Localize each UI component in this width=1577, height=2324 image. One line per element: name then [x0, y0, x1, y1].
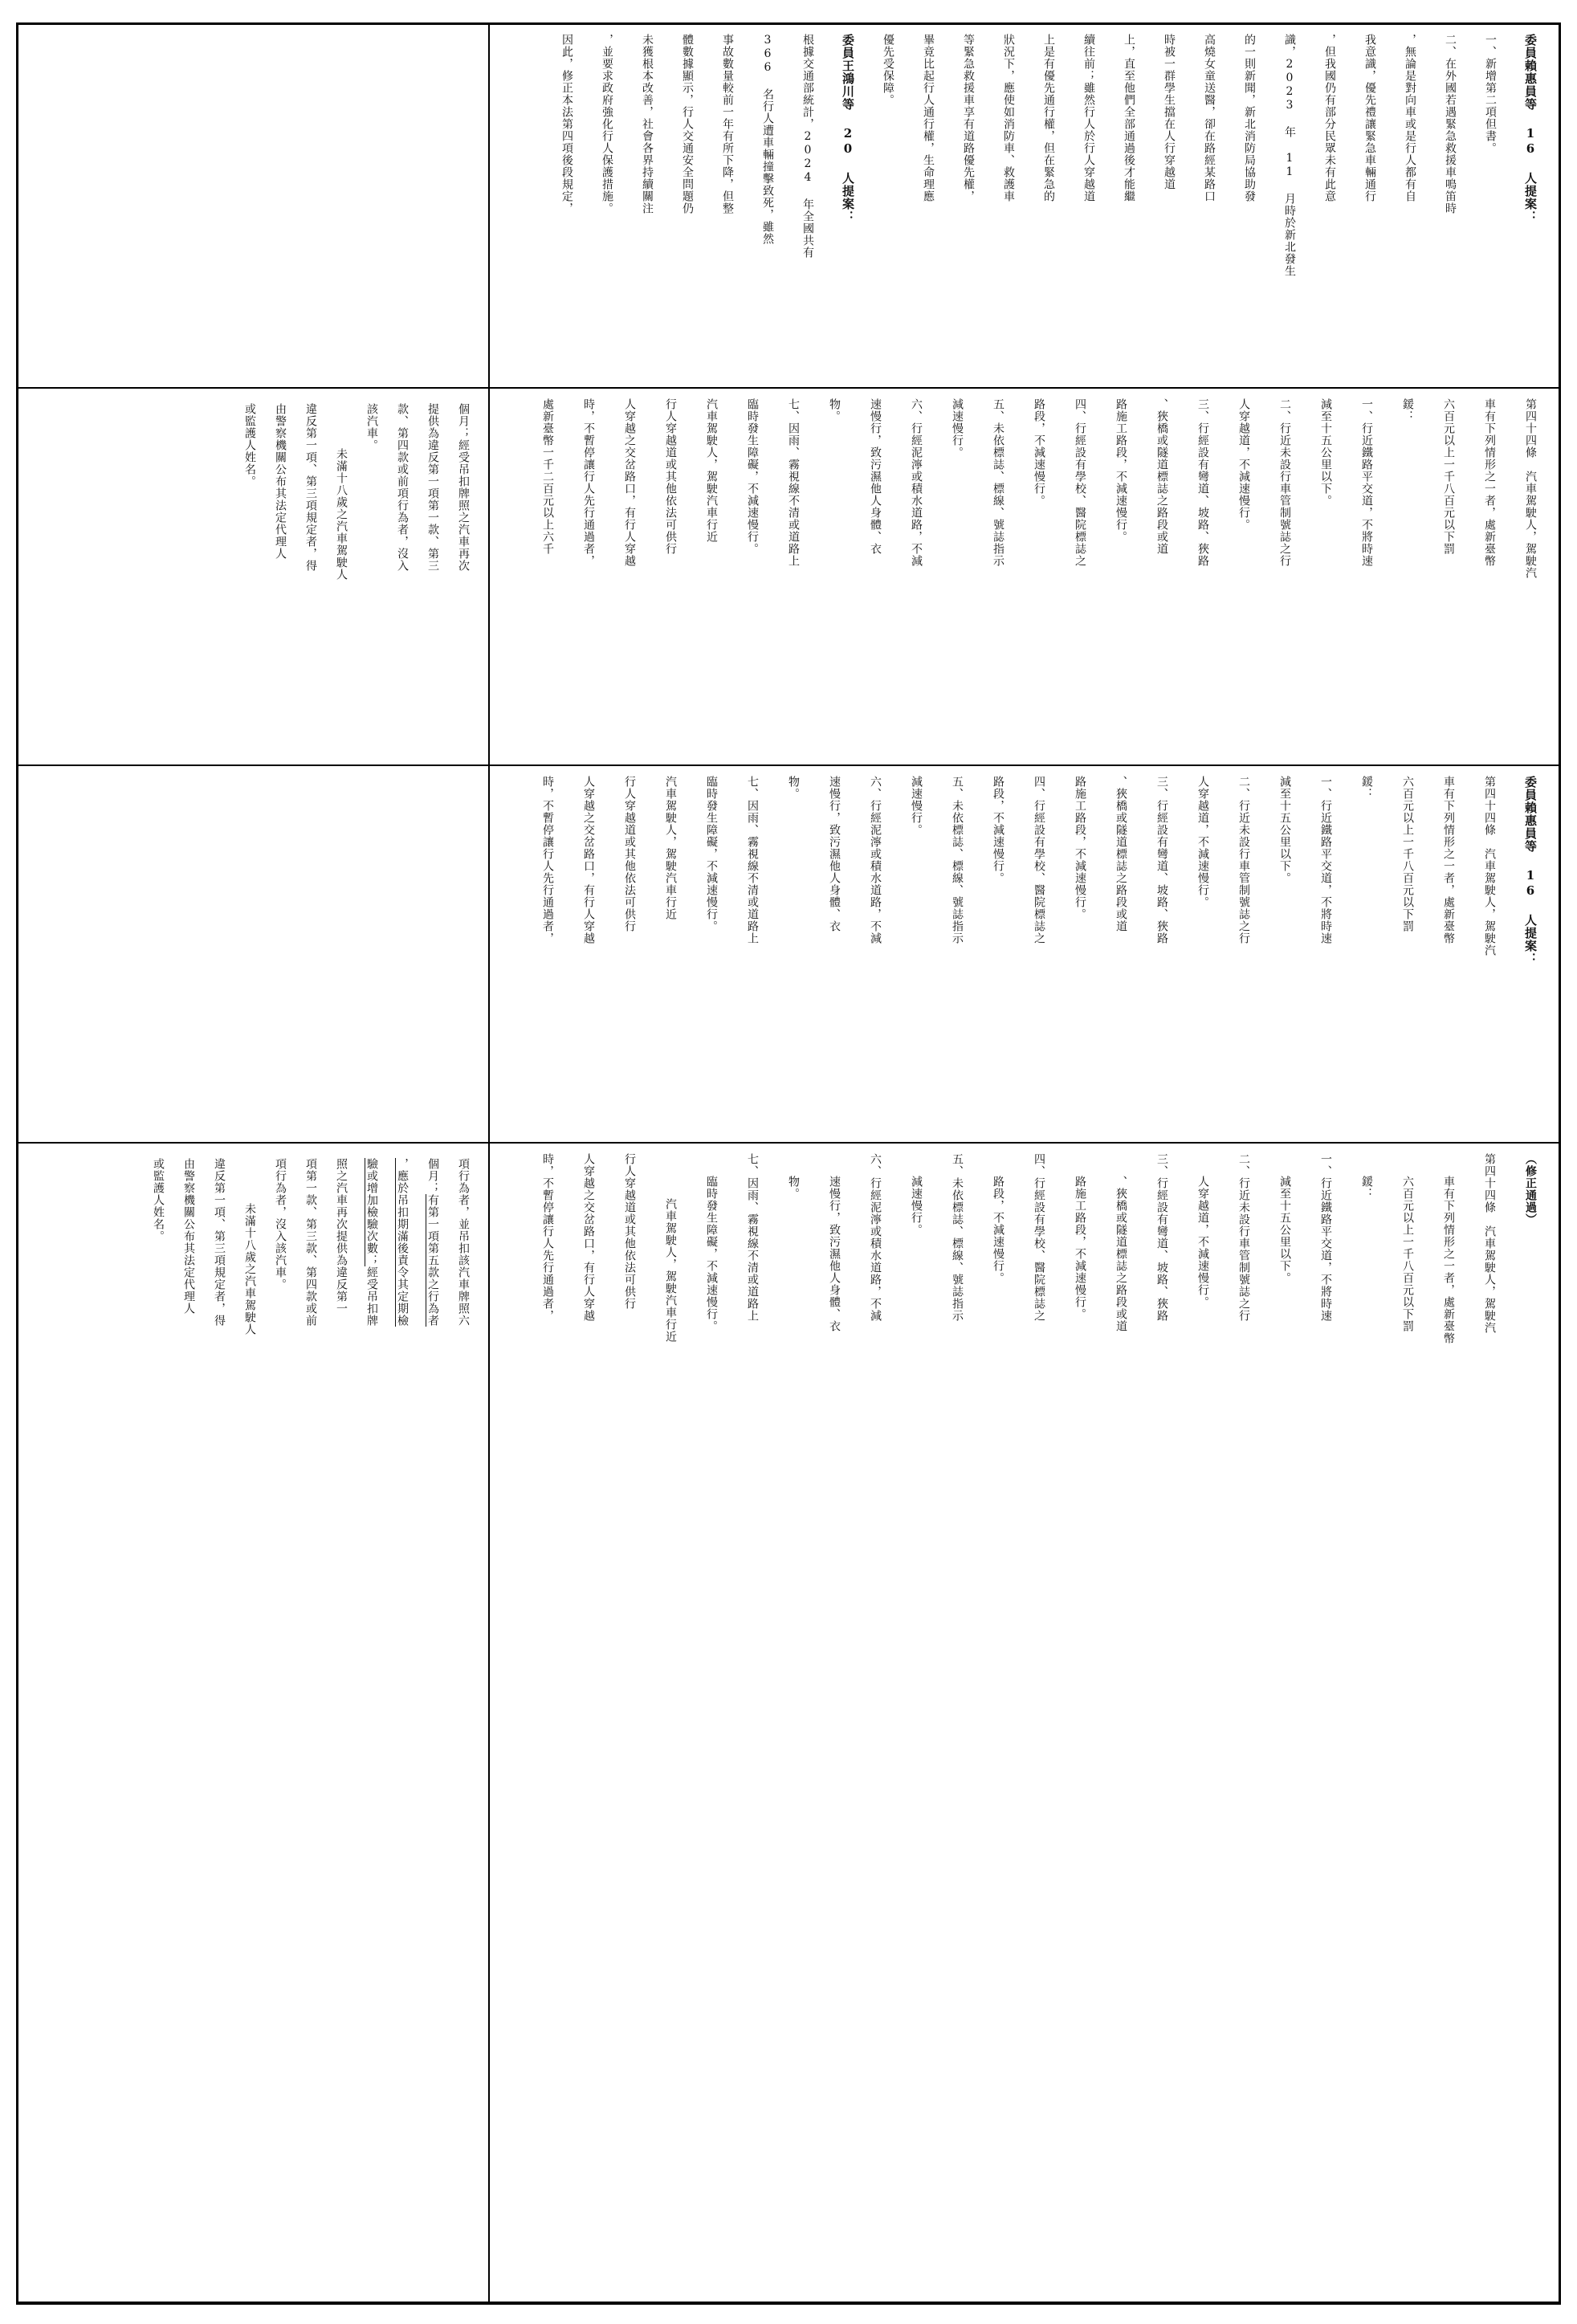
bottom-col1-line: 六、行經泥濘或積水道路，不減 [869, 1153, 882, 1322]
bottom-col2-line: 臨時發生障礙，不減速慢行。 [705, 776, 718, 932]
top-row-col1-cell [18, 1144, 488, 2302]
bottom-col4-header-2: 委員王鴻川等 20 人提案： [841, 34, 855, 223]
top-col1-line: 照之汽車再次提供為違反第一 [335, 1158, 348, 1315]
bottom-col3-line: 車有下列情形之一者，處新臺幣 [1483, 398, 1496, 567]
bottom-col3-line: 減速慢行。 [951, 398, 964, 459]
bottom-col1-line: 人穿越之交岔路口，有行人穿越 [582, 1153, 595, 1322]
top-col3-text [234, 403, 479, 764]
bottom-col3-line: 汽車駕駛人，駕駛汽車行近 [705, 398, 718, 543]
bottom-col2-line: 人穿越之交岔路口，有行人穿越 [582, 776, 595, 944]
bottom-col2-line: 五、未依標誌、標線、號誌指示 [951, 776, 964, 944]
bottom-col3-line: 第四十四條 汽車駕駛人，駕駛汽 [1524, 398, 1537, 579]
bottom-col4-line: ，並要求政府強化行人保護措施。 [601, 34, 613, 214]
top-col1-line: 項行為者，沒入該汽車。 [274, 1158, 287, 1290]
bottom-col2-line: 物。 [787, 776, 800, 800]
bottom-col3-line: 三、行經設有彎道、坡路、狹路 [1196, 398, 1209, 567]
bottom-col3-line: 鍰： [1401, 398, 1414, 422]
table-bottom-border [16, 2302, 1561, 2305]
bottom-col4-line: 優先受保障。 [882, 34, 894, 106]
bottom-col2-line: 行人穿越道或其他依法可供行 [623, 776, 636, 932]
bottom-col4-line: 畢竟比起行人通行權，生命理應 [922, 34, 935, 202]
bottom-row-col4-cell [490, 24, 1559, 387]
bottom-col3-line: 物。 [828, 398, 841, 422]
bottom-col1-line: 七、因雨、霧視線不清或道路上 [746, 1153, 759, 1322]
top-col1-line: 項行為者，並吊扣該汽車牌照六 [457, 1158, 470, 1327]
table-right-border [1559, 22, 1561, 2305]
top-col1-line: 違反第一項、第三項規定者，得 [213, 1158, 226, 1327]
bottom-col2-line: 減速慢行。 [910, 776, 923, 836]
bottom-col1-line: 第四十四條 汽車駕駛人，駕駛汽 [1483, 1153, 1496, 1334]
bottom-col4-line: 事故數量較前一年有所下降，但整 [721, 34, 734, 214]
bottom-col2-line: 鍰： [1360, 776, 1373, 800]
bottom-col3-line: 六百元以上一千八百元以下罰 [1442, 398, 1455, 555]
bottom-col4-line: 我意識，優先禮讓緊急車輛通行 [1363, 34, 1376, 202]
bottom-col3-line: 臨時發生障礙，不減速慢行。 [746, 398, 759, 555]
bottom-col2-line: 人穿越道，不減速慢行。 [1196, 776, 1209, 908]
bottom-col4-line: 二、在外國若遇緊急救援車鳴笛時 [1444, 34, 1457, 214]
bottom-row-col2-cell [490, 766, 1559, 1142]
bottom-col4-line: 狀況下，應使如消防車、救護車 [1002, 34, 1015, 202]
bottom-col1-line: 物。 [787, 1176, 800, 1200]
bottom-col1-line: 減速慢行。 [910, 1176, 923, 1236]
bottom-col3-line: 行人穿越道或其他依法可供行 [664, 398, 677, 555]
bottom-col3-line: 人穿越道，不減速慢行。 [1237, 398, 1250, 531]
bottom-col2-line: 一、行近鐵路平交道，不將時速 [1319, 776, 1332, 944]
top-col3-line: 提供為違反第一項第一款、第三 [426, 403, 439, 572]
bottom-col2-line: 六、行經泥濘或積水道路，不減 [869, 776, 882, 944]
bottom-col1-line: 四、行經設有學校、醫院標誌之 [1033, 1153, 1045, 1322]
bottom-col3-line: 速慢行，致污濕他人身體、衣 [869, 398, 882, 555]
bottom-col3-line: 人穿越之交岔路口，有行人穿越 [623, 398, 636, 567]
bottom-col2-line: 第四十四條 汽車駕駛人，駕駛汽 [1483, 776, 1496, 956]
bottom-col3-line: 路施工路段，不減速慢行。 [1114, 398, 1127, 543]
bottom-col1-line: 汽車駕駛人，駕駛汽車行近 [664, 1198, 677, 1343]
bottom-col1-text [527, 1153, 1551, 2293]
bottom-col2-line: 三、行經設有彎道、坡路、狹路 [1155, 776, 1168, 944]
top-col1-line: 未滿十八歲之汽車駕駛人 [243, 1203, 256, 1335]
top-col3-line: 款、第四款或前項行為者，沒入 [396, 403, 409, 572]
bottom-col2-line: 二、行近未設行車管制號誌之行 [1237, 776, 1250, 944]
top-col3-line: 違反第一項、第三項規定者，得 [304, 403, 317, 572]
bottom-col4-line: ，無論是對向車或是行人都有自 [1404, 34, 1416, 202]
bottom-col2-line: 路段，不減速慢行。 [992, 776, 1004, 884]
bottom-col2-line: 車有下列情形之一者，處新臺幣 [1442, 776, 1455, 944]
bottom-col4-line: 因此，修正本法第四項後段規定， [560, 34, 573, 214]
bottom-col1-line: 三、行經設有彎道、坡路、狹路 [1155, 1153, 1168, 1322]
top-col1-text [143, 1158, 479, 2298]
bottom-col1-header: （修正通過） [1524, 1153, 1537, 1225]
bottom-col4-line: 體數據顯示，行人交通安全問題仍 [681, 34, 694, 214]
bottom-col4-line: 上是有優先通行權，但在緊急的 [1042, 34, 1055, 202]
bottom-col1-line: 五、未依標誌、標線、號誌指示 [951, 1153, 964, 1322]
bottom-col2-header: 委員賴惠員等 16 人提案： [1523, 776, 1538, 965]
bottom-col3-line: 、狹橋或隧道標誌之路段或道 [1155, 398, 1168, 555]
bottom-col4-line: 未獲根本改善，社會各界持續關注 [641, 34, 654, 214]
top-col1-line: ，應於吊扣期滿後責令其定期檢 [396, 1158, 409, 1327]
bottom-row-col3-cell [490, 389, 1559, 764]
bottom-col4-line: 等緊急救援車享有道路優先權， [962, 34, 975, 202]
bottom-col4-line: 根據交通部統計，2024 年全國共有 [801, 34, 814, 259]
bottom-col4-header: 委員賴惠員等 16 人提案： [1523, 34, 1538, 223]
bottom-col4-line: 的一則新聞，新北消防局協助發 [1243, 34, 1256, 202]
bottom-col4-line: 時被一群學生擋在人行穿越道 [1163, 34, 1176, 190]
bottom-col1-line: 人穿越道，不減速慢行。 [1196, 1176, 1209, 1308]
bottom-col1-line: 、狹橋或隧道標誌之路段或道 [1114, 1176, 1127, 1332]
bottom-col4-line: 一、新增第二項但書。 [1484, 34, 1497, 154]
bottom-col2-line: 汽車駕駛人，駕駛汽車行近 [664, 776, 677, 920]
bottom-col2-line: 路施工路段，不減速慢行。 [1074, 776, 1086, 920]
bottom-col3-line: 四、行經設有學校、醫院標誌之 [1074, 398, 1086, 567]
bottom-col3-line: 時，不暫停讓行人先行通過者， [582, 398, 595, 567]
bottom-col2-line: 時，不暫停讓行人先行通過者， [541, 776, 554, 944]
bottom-col3-line: 六、行經泥濘或積水道路，不減 [910, 398, 923, 567]
bottom-col2-line: 減至十五公里以下。 [1278, 776, 1291, 884]
top-row-col3-cell [18, 389, 488, 764]
bottom-col4-line: 識，2023 年 11 月時於新北發生 [1283, 34, 1296, 277]
bottom-col2-line: 七、因雨、霧視線不清或道路上 [746, 776, 759, 944]
bottom-col3-line: 減至十五公里以下。 [1319, 398, 1332, 507]
bottom-col2-line: 六百元以上一千八百元以下罰 [1401, 776, 1414, 932]
bottom-col4-line: 續往前；雖然行人於行人穿越道 [1082, 34, 1095, 202]
bottom-col3-text [527, 398, 1551, 760]
bottom-col2-line: 、狹橋或隧道標誌之路段或道 [1114, 776, 1127, 932]
bottom-col2-line: 速慢行，致污濕他人身體、衣 [828, 776, 841, 932]
bottom-col2-text [527, 776, 1551, 1137]
bottom-col1-line: 速慢行，致污濕他人身體、衣 [828, 1176, 841, 1332]
bottom-col3-line: 二、行近未設行車管制號誌之行 [1278, 398, 1291, 567]
top-col1-line: 個月；有第一項第五款之行為者 [426, 1158, 439, 1327]
bottom-col1-line: 鍰： [1360, 1176, 1373, 1200]
bottom-col3-line: 七、因雨、霧視線不清或道路上 [787, 398, 800, 567]
bottom-col1-line: 路施工路段，不減速慢行。 [1074, 1176, 1086, 1320]
bottom-col2-line: 四、行經設有學校、醫院標誌之 [1033, 776, 1045, 944]
top-col3-line: 個月；經受吊扣牌照之汽車再次 [457, 403, 470, 572]
bottom-col3-line: 一、行近鐵路平交道，不將時速 [1360, 398, 1373, 567]
bottom-col1-line: 六百元以上一千八百元以下罰 [1401, 1176, 1414, 1332]
top-col1-line: 或監護人姓名。 [152, 1158, 165, 1242]
bottom-col4-line: 高燒女童送醫，卻在路經某路口 [1203, 34, 1216, 202]
top-col1-line: 項第一款、第三款、第四款或前 [304, 1158, 317, 1327]
bottom-col4-line: 上，直至他們全部通過後才能繼 [1123, 34, 1135, 202]
bottom-col1-line: 二、行近未設行車管制號誌之行 [1237, 1153, 1250, 1322]
top-col1-line: 驗或增加檢驗次數；經受吊扣牌 [365, 1158, 378, 1327]
top-col1-line: 由警察機關公布其法定代理人 [182, 1158, 195, 1315]
bottom-col1-line: 車有下列情形之一者，處新臺幣 [1442, 1176, 1455, 1344]
bottom-col3-line: 五、未依標誌、標線、號誌指示 [992, 398, 1004, 567]
bottom-col1-line: 減至十五公里以下。 [1278, 1176, 1291, 1284]
bottom-col1-line: 一、行近鐵路平交道，不將時速 [1319, 1153, 1332, 1322]
bottom-col4-line: ，但我國仍有部分民眾未有此意 [1323, 34, 1336, 202]
bottom-col1-line: 行人穿越道或其他依法可供行 [623, 1153, 636, 1310]
bottom-col4-line: 366 名行人遭車輛撞擊致死，雖然 [761, 34, 774, 245]
top-col3-line: 該汽車。 [365, 403, 378, 451]
top-col3-line: 由警察機關公布其法定代理人 [274, 403, 287, 560]
top-col3-line: 未滿十八歲之汽車駕駛人 [335, 448, 348, 581]
bottom-row-col1-cell [490, 1144, 1559, 2302]
bottom-col3-line: 處新臺幣一千二百元以上六千 [541, 398, 554, 555]
bottom-col4-text [547, 34, 1551, 384]
top-col3-line: 或監護人姓名。 [243, 403, 256, 487]
bottom-col1-line: 路段，不減速慢行。 [992, 1176, 1004, 1284]
bottom-col3-line: 路段，不減速慢行。 [1033, 398, 1045, 507]
bottom-col1-line: 時，不暫停讓行人先行通過者， [541, 1153, 554, 1322]
bottom-col1-line: 臨時發生障礙，不減速慢行。 [705, 1176, 718, 1332]
